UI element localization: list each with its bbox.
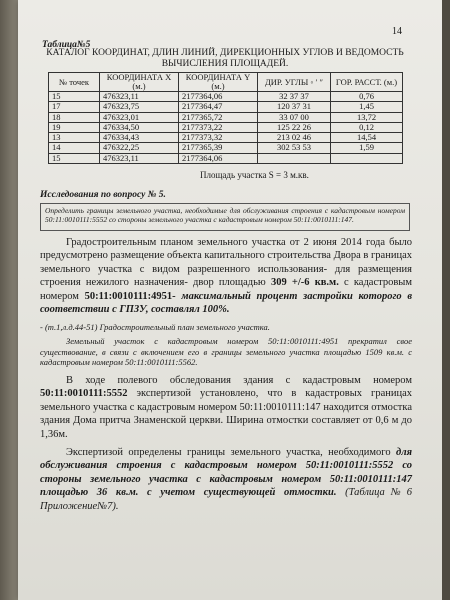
note-reference: - (т.1,л.д.44-51) Градостроительный план земельного участка. (40, 322, 270, 332)
cell-x: 476334,43 (100, 133, 179, 143)
header-direction-angles: ДИР. УГЛЫ ◦ ′ ″ (258, 73, 331, 92)
table-row (49, 122, 403, 132)
area-summary: Площадь участка S = 3 м.кв. (200, 170, 309, 180)
cell-distance: 13,72 (331, 112, 403, 122)
page-gutter-shadow (0, 0, 18, 600)
cell-angle: 125 22 26 (258, 122, 331, 132)
table-row (49, 102, 403, 112)
cell-y: 2177364,06 (179, 153, 258, 163)
cell-angle: 213 02 46 (258, 133, 331, 143)
cell-angle: 32 37 37 (258, 92, 331, 102)
cell-distance: 1,45 (331, 102, 403, 112)
table-row (49, 133, 403, 143)
cell-y: 2177373,22 (179, 122, 258, 132)
header-coordinate-x: КООРДИНАТА X (м.) (100, 73, 179, 92)
cell-x: 476323,01 (100, 112, 179, 122)
cell-point: 15 (49, 153, 100, 163)
cell-distance (331, 153, 403, 163)
cell-x: 476322,25 (100, 143, 179, 153)
paragraph-field-survey (40, 374, 412, 441)
cell-distance: 1,59 (331, 143, 403, 153)
cell-angle: 120 37 31 (258, 102, 331, 112)
cell-x: 476334,50 (100, 122, 179, 132)
cell-x: 476323,11 (100, 92, 179, 102)
cell-point: 14 (49, 143, 100, 153)
table-row (49, 143, 403, 153)
coordinates-table (48, 72, 403, 164)
cell-distance: 14,54 (331, 133, 403, 143)
cell-x: 476323,75 (100, 102, 179, 112)
table-row (49, 112, 403, 122)
paragraph-conclusion (40, 446, 412, 513)
cell-x: 476323,11 (100, 153, 179, 163)
table-header-row (49, 73, 403, 92)
p2-text-c: экспертизой установлено, что в кадастровых границах земельного участка с кадастровым номером 50:11:0010111:147 находится отмостка здания Дома притча Знаменской церкви. Ширина отмостки составляет от 0,6 м до 1,36м. (40, 388, 412, 440)
table-row (49, 92, 403, 102)
p3-text-a: Экспертизой определены границы земельного участка, необходимого (66, 447, 396, 458)
p2-text-a: В ходе полевого обследования здания с кадастровым номером (66, 375, 412, 386)
page-right-edge (442, 0, 450, 600)
cell-y: 2177373,32 (179, 133, 258, 143)
cell-angle (258, 153, 331, 163)
cell-point: 18 (49, 112, 100, 122)
p1-text-a: Градостроительным планом земельного участка от 2 июня 2014 года было предусмотрено размещение объекта капитального строительства Двора в границах земельного участка с видом разрешенного использования- для размещения строения нежилого назначения- двор площадью (40, 237, 412, 289)
cell-angle: 33 07 00 (258, 112, 331, 122)
header-coordinate-y: КООРДИНАТА Y (м.) (179, 73, 258, 92)
p2-cadastral-number: 50:11:0010111:5552 (40, 388, 128, 400)
cell-y: 2177365,72 (179, 112, 258, 122)
page-number: 14 (392, 26, 402, 37)
cell-point: 13 (49, 133, 100, 143)
header-horizontal-distance: ГОР. РАССТ. (м.) (331, 73, 403, 92)
table-row (49, 153, 403, 163)
question-box: Определить границы земельного участка, необходимые для обслуживания строения с кадастровым номером 50:11:0010111:5552 со стороны земельного участка с кадастровым номером 50:11:0010111:147. (40, 203, 410, 231)
p3-text-b: для обслуживания строения с кадастровым номером 50:11:0010111:5552 со стороны земельного участка с кадастровым номером 50:11:0010111:147 площадью 36 кв.м. с учетом существующей отмостки. (40, 447, 412, 499)
cell-point: 19 (49, 122, 100, 132)
p1-cadastral-number: 50:11:0010111:4951- (84, 290, 176, 302)
p3-text-c: (Таблица№6 Приложение№7). (40, 487, 412, 512)
p1-area: 309 +/-6 кв.м. (270, 277, 339, 289)
cell-point: 17 (49, 102, 100, 112)
table-label: Таблица№5 (42, 40, 91, 50)
cell-y: 2177364,06 (179, 92, 258, 102)
cell-y: 2177365,39 (179, 143, 258, 153)
cell-angle: 302 53 53 (258, 143, 331, 153)
table-title: КАТАЛОГ КООРДИНАТ, ДЛИН ЛИНИЙ, ДИРЕКЦИОННЫХ УГЛОВ И ВЕДОМОСТЬ ВЫЧИСЛЕНИЯ ПЛОЩАДЕЙ. (46, 48, 404, 69)
cell-distance: 0,12 (331, 122, 403, 132)
question-heading: Исследования по вопросу № 5. (40, 190, 166, 200)
p1-text-c: с кадастровым номером (40, 277, 412, 302)
cell-distance: 0,76 (331, 92, 403, 102)
cell-point: 15 (49, 92, 100, 102)
note-land-plot: Земельный участок с кадастровым номером 50:11:0010111:4951 прекратил свое существование, в связи с включением его в границы земельного участка площадью 1509 кв.м. с кадастровым номером 50:11:0010111:5562. (40, 336, 412, 367)
cell-y: 2177364,47 (179, 102, 258, 112)
p1-text-e: максимальный процент застройки которого в соответствии с ГПЗУ, составлял 100%. (40, 290, 413, 316)
paragraph-urban-plan (40, 236, 412, 316)
header-point-number: № точек (49, 73, 100, 92)
